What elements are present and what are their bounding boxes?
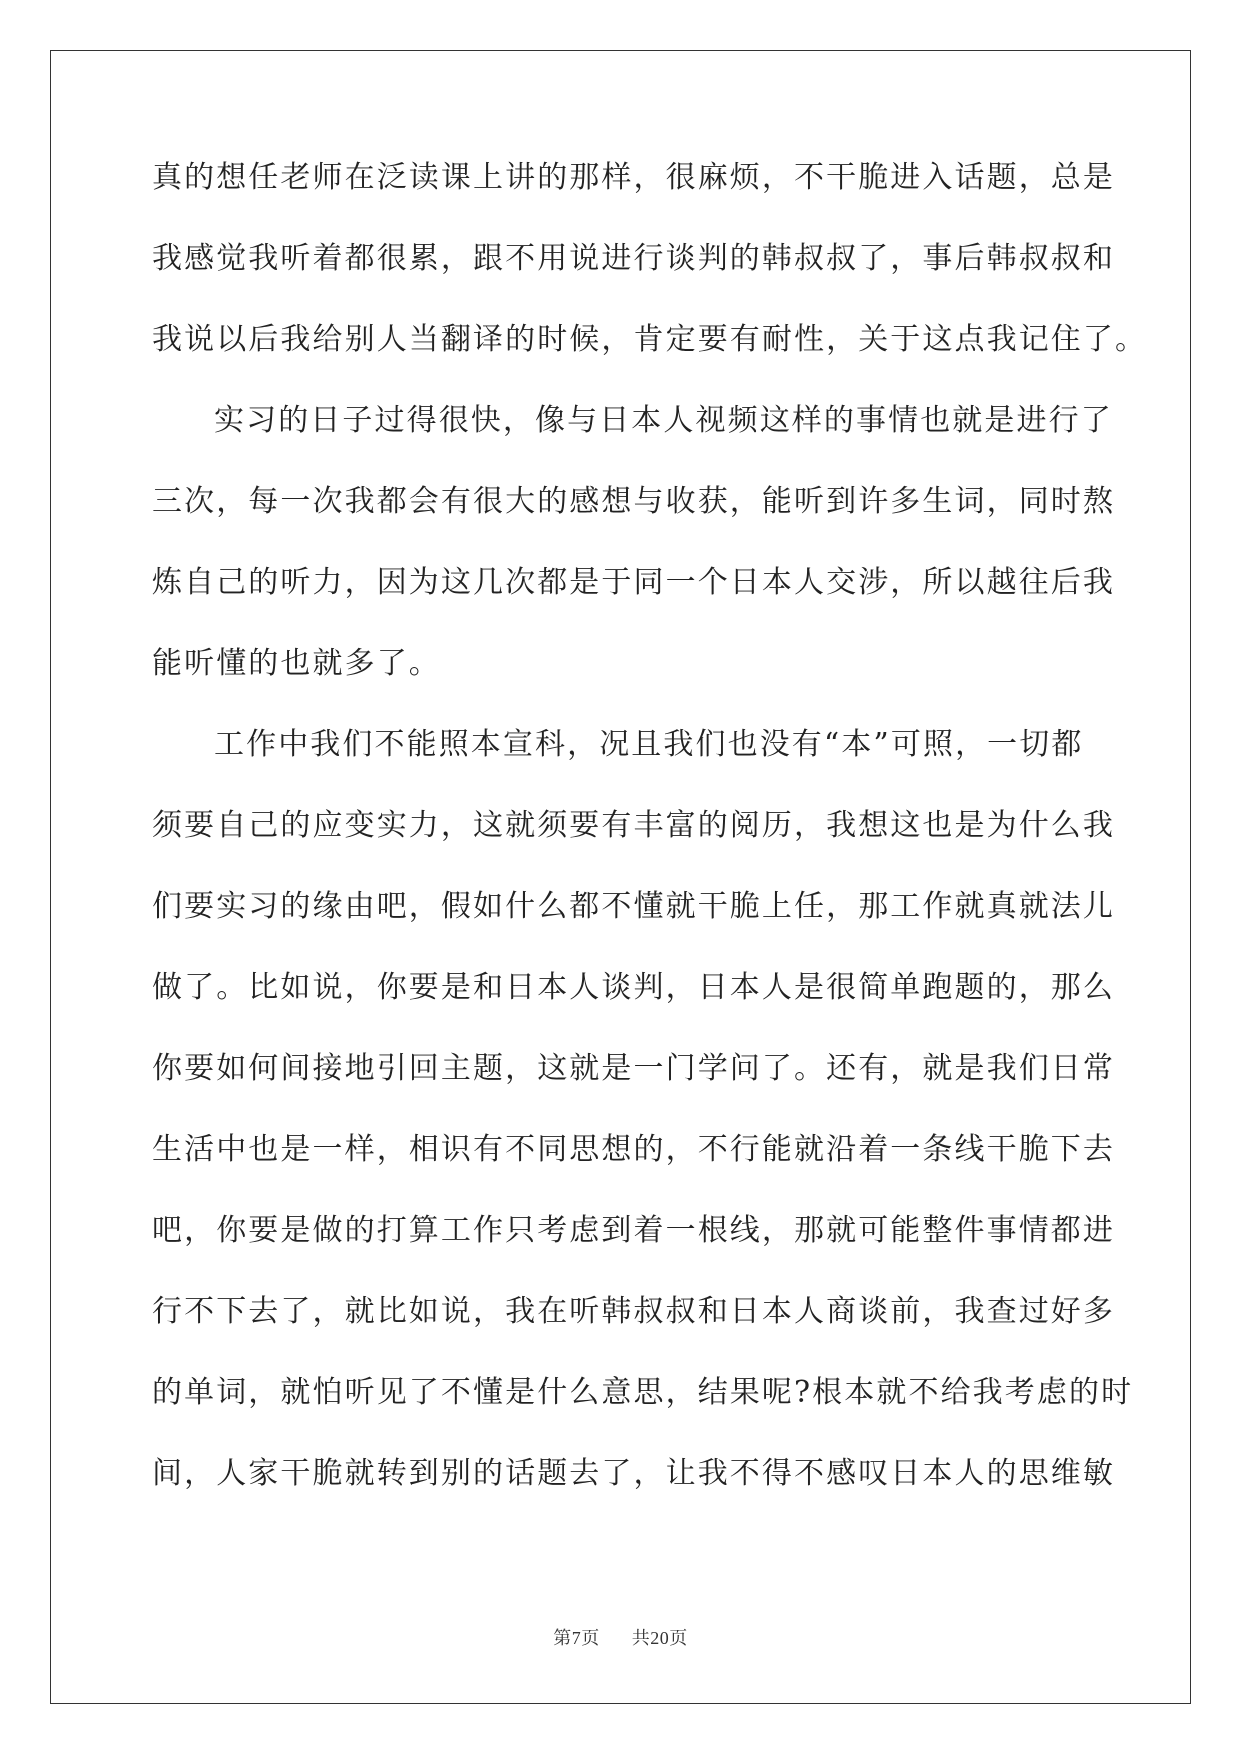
text-line: 吧，你要是做的打算工作只考虑到着一根线，那就可能整件事情都进 [152, 1213, 1115, 1248]
text-line: 三次，每一次我都会有很大的感想与收获，能听到许多生词，同时熬 [152, 484, 1115, 519]
text-line: 我说以后我给别人当翻译的时候，肯定要有耐性，关于这点我记住了。 [152, 322, 1148, 357]
page-total: 共20页 [631, 1628, 688, 1648]
text-line: 间，人家干脆就转到别的话题去了，让我不得不感叹日本人的思维敏 [152, 1456, 1115, 1491]
text-line: 须要自己的应变实力，这就须要有丰富的阅历，我想这也是为什么我 [152, 808, 1115, 843]
text-line: 炼自己的听力，因为这几次都是于同一个日本人交涉，所以越往后我 [152, 565, 1115, 600]
text-line: 做了。比如说，你要是和日本人谈判，日本人是很简单跑题的，那么 [152, 970, 1115, 1005]
text-line: 能听懂的也就多了。 [152, 646, 441, 681]
text-line: 实习的日子过得很快，像与日本人视频这样的事情也就是进行了 [214, 403, 1113, 438]
page-number: 第7页 [553, 1628, 600, 1648]
text-line: 们要实习的缘由吧，假如什么都不懂就干脆上任，那工作就真就法儿 [152, 889, 1115, 924]
text-line: 生活中也是一样，相识有不同思想的，不行能就沿着一条线干脆下去 [152, 1132, 1115, 1167]
text-line: 的单词，就怕听见了不懂是什么意思，结果呢?根本就不给我考虑的时 [152, 1375, 1134, 1410]
text-line: 真的想任老师在泛读课上讲的那样，很麻烦，不干脆进入话题，总是 [152, 160, 1115, 195]
text-line: 行不下去了，就比如说，我在听韩叔叔和日本人商谈前，我查过好多 [152, 1294, 1115, 1329]
document-body [152, 158, 1148, 1535]
text-line: 我感觉我听着都很累，跟不用说进行谈判的韩叔叔了，事后韩叔叔和 [152, 241, 1115, 276]
text-line: 你要如何间接地引回主题，这就是一门学问了。还有，就是我们日常 [152, 1051, 1115, 1086]
text-line: 工作中我们不能照本宣科，况且我们也没有“本”可照，一切都 [214, 727, 1084, 762]
page-footer [0, 1624, 1241, 1650]
